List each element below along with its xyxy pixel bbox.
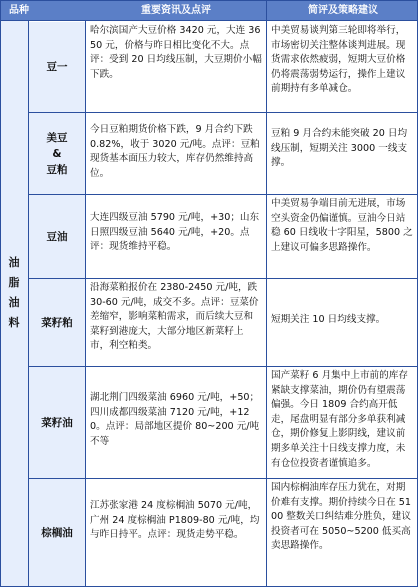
variety-cell (29, 195, 85, 278)
advice-cell (267, 479, 417, 586)
news-cell (86, 22, 266, 112)
advice-cell (267, 279, 417, 366)
news-text: 哈尔滨国产大豆价格 3420 元，大连 3650 元，价格与昨日相比变化不大。点评：受到 20 日均线压制，大豆期价小幅下跌。 (90, 25, 262, 80)
news-text: 江苏张家港 24 度棕榈油 5070 元/吨，广州 24 度棕榈油 P1809-80 元/吨，均与昨日持平。点评：现货走势平稳。 (90, 500, 260, 541)
advice-text: 豆粕 9 月合约未能突破 20 日均线压制，短期关注 3000 一线支撑。 (271, 128, 408, 169)
news-text: 今日豆粕期货价格下跌，9 月合约下跌 0.82%，收于 3020 元/吨。点评：豆粕现货基本面压力较大，库存仍然维持高位。 (90, 124, 260, 179)
news-cell (86, 367, 266, 478)
advice-cell (267, 367, 417, 478)
advice-text: 国产菜籽 6 月集中上市前的库存紧缺支撑菜油，期价仍有望震荡偏强。今日 1809 合约高开低走，尾盘明显有部分多单获利减仓，期价修复上影阴线，建议前期多单关注十日线支撑力度，未有仓位投资者谨慎追多。 (271, 370, 408, 469)
variety-label: & (52, 147, 62, 160)
variety-label: 菜籽油 (41, 416, 73, 429)
news-text: 大连四级豆油 5790 元/吨，+30；山东日照四级豆油 5640 元/吨，+20。点评：现货维持平稳。 (90, 212, 260, 253)
variety-label: 棕榈油 (41, 526, 73, 539)
advice-text: 国内棕榈油库存压力犹在，对期价难有支撑。期价持续今日在 5100 整数关口纠结难分胜负，建议投资者可在 5050~5200 低买高卖思路操作。 (271, 482, 411, 552)
advice-cell (267, 22, 417, 112)
variety-cell (29, 367, 85, 478)
news-text: 沿海菜粕报价在 2380-2450 元/吨，跌 30-60 元/吨，成交不多。点评：豆菜价差缩窄，影响菜粕需求，而后续大豆和菜籽到港庞大，大部分地区新菜籽上市，利空粕类。 (90, 282, 259, 352)
news-cell (86, 479, 266, 586)
variety-cell (29, 113, 85, 194)
advice-cell (267, 113, 417, 194)
news-cell (86, 113, 266, 194)
news-cell (86, 195, 266, 278)
header-advice: 简评及策略建议 (308, 5, 378, 16)
advice-text: 中美贸易争端目前无进展，市场空头资金仍偏谨慎。豆油今日站稳 60 日线收十字阳星，5800 之上建议可偏多思路操作。 (271, 198, 413, 253)
variety-label: 美豆 (46, 131, 68, 144)
header-news: 重要资讯及点评 (141, 5, 211, 16)
variety-label: 豆油 (46, 230, 68, 243)
variety-label: 豆一 (46, 61, 68, 73)
variety-cell (29, 22, 85, 112)
news-text: 湖北荆门四级菜油 6960 元/吨，+50；四川成都四级菜油 7120 元/吨，+120。点评：局部地区提价 80~200 元/吨不等 (90, 392, 260, 447)
category-label: 油脂油料 (8, 256, 20, 329)
advice-text: 短期关注 10 日均线支撑。 (271, 314, 386, 325)
news-cell (86, 279, 266, 366)
variety-cell (29, 279, 85, 366)
variety-label: 菜籽粕 (41, 316, 73, 329)
category-cell (1, 21, 28, 586)
advice-cell (267, 195, 417, 278)
header-variety: 品种 (9, 5, 29, 16)
variety-cell (29, 479, 85, 586)
table-header (1, 1, 417, 21)
advice-text: 中美贸易谈判第三轮即将举行，市场密切关注整体谈判进展。现货需求依然疲弱，短期大豆价格仍将震荡弱势运行，操作上建议前期持有多单减仓。 (271, 25, 406, 95)
variety-label: 豆粕 (46, 163, 68, 176)
